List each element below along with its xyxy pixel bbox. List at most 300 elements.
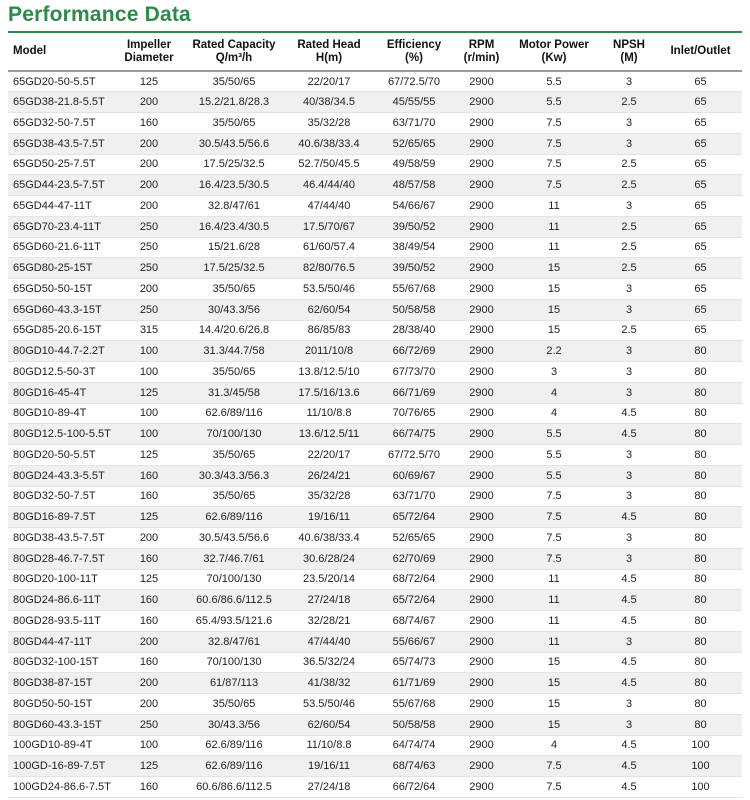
col-efficiency-cell: 52/65/65	[392, 137, 436, 150]
col-inlet-outlet-cell: 80	[694, 386, 707, 399]
col-rated-capacity-cell: 65.4/93.5/121.6	[195, 614, 273, 627]
table-row	[8, 486, 742, 507]
col-rated-head-cell: 61/60/57.4	[303, 241, 355, 254]
col-npsh-cell: 3	[625, 365, 633, 378]
col-rated-capacity-cell: 32.8/47/61	[208, 635, 260, 648]
col-inlet-outlet-cell: 80	[694, 677, 707, 690]
col-rated-capacity-cell: 35/50/65	[212, 75, 256, 88]
col-inlet-outlet-cell: 80	[694, 635, 707, 648]
col-efficiency-cell: 67/72.5/70	[388, 75, 440, 88]
col-motor-power-cell: 7.5	[546, 511, 562, 524]
col-impeller-diameter-cell: 250	[139, 241, 159, 254]
col-inlet-outlet-cell: 65	[694, 220, 707, 233]
col-motor-power-cell: 15	[547, 303, 561, 316]
col-rpm-cell: 2900	[469, 158, 494, 171]
col-efficiency-cell: 55/67/68	[392, 282, 436, 295]
col-rated-capacity-cell: 35/50/65	[212, 282, 256, 295]
col-npsh-cell: 4.5	[621, 656, 637, 669]
col-impeller-diameter-cell: 125	[139, 448, 159, 461]
col-impeller-diameter-cell: 200	[139, 635, 159, 648]
col-motor-power-cell: 11	[548, 614, 560, 627]
col-model-cell: 80GD38-87-15T	[13, 677, 93, 690]
col-rated-capacity-cell: 15.2/21.8/28.3	[198, 96, 270, 109]
col-model-cell: 80GD16-45-4T	[13, 386, 87, 399]
col-model-cell: 80GD10-44.7-2.2T	[13, 345, 105, 358]
col-motor-power-cell: 11	[548, 573, 560, 586]
col-efficiency-cell: 45/55/55	[392, 96, 436, 109]
table-row	[8, 71, 742, 92]
col-motor-power-cell: 4	[550, 407, 558, 420]
col-impeller-diameter-cell: 200	[139, 158, 159, 171]
table-row	[8, 465, 742, 486]
col-npsh-cell: 2.5	[621, 179, 637, 192]
col-rated-head-cell: 40.6/38/33.4	[298, 531, 360, 544]
col-rated-capacity-cell: 17.5/25/32.5	[203, 262, 265, 275]
col-rated-head-cell: 23.5/20/14	[303, 573, 355, 586]
col-impeller-diameter-cell: 160	[139, 780, 159, 793]
col-motor-power-cell: 5.5	[546, 448, 562, 461]
col-model-cell: 65GD38-21.8-5.5T	[13, 96, 105, 109]
col-rated-head-cell: 11/10/8.8	[306, 739, 352, 752]
col-rpm-cell: 2900	[469, 490, 494, 503]
col-rated-head-cell: 35/32/28	[307, 116, 351, 129]
col-efficiency-cell: 28/38/40	[392, 324, 436, 337]
col-efficiency-cell: 39/50/52	[392, 220, 436, 233]
col-rated-head-cell: 11/10/8.8	[306, 407, 352, 420]
col-npsh-cell: 3	[625, 490, 633, 503]
col-motor-power-cell: 3	[550, 365, 558, 378]
col-efficiency-cell: 48/57/58	[392, 179, 436, 192]
col-npsh-cell: 4.5	[621, 614, 637, 627]
col-inlet-outlet-cell: 65	[694, 241, 707, 254]
col-rated-capacity-cell: 70/100/130	[206, 573, 262, 586]
col-rated-head-cell: 17.5/16/13.6	[298, 386, 360, 399]
col-inlet-outlet-cell: 80	[694, 656, 707, 669]
table-row	[8, 320, 742, 341]
col-inlet-outlet-cell: 80	[694, 407, 707, 420]
col-efficiency-cell: 66/72/64	[392, 780, 436, 793]
table-row	[8, 548, 742, 569]
col-impeller-diameter-cell: 160	[139, 552, 159, 565]
col-rated-capacity-cell: 62.6/89/116	[205, 739, 263, 752]
col-inlet-outlet-cell: 65	[694, 116, 707, 129]
col-npsh-cell: 3	[625, 116, 633, 129]
col-model-cell: 65GD32-50-7.5T	[13, 116, 96, 129]
col-model-cell: 65GD50-50-15T	[13, 282, 93, 295]
col-npsh-cell: 3	[625, 718, 633, 731]
col-motor-power-cell: 15	[547, 282, 561, 295]
col-model-cell: 80GD28-93.5-11T	[13, 614, 101, 627]
col-rpm-header: RPM (r/min)	[463, 38, 500, 64]
col-efficiency-header: Efficiency (%)	[386, 38, 442, 64]
col-efficiency-cell: 52/65/65	[392, 531, 436, 544]
table-row	[8, 631, 742, 652]
col-inlet-outlet-cell: 65	[694, 324, 707, 337]
col-impeller-diameter-cell: 100	[139, 365, 159, 378]
col-inlet-outlet-cell: 80	[694, 469, 707, 482]
col-npsh-cell: 4.5	[621, 594, 637, 607]
col-impeller-diameter-cell: 200	[139, 697, 159, 710]
col-inlet-outlet-cell: 100	[691, 760, 710, 773]
col-rated-capacity-cell: 35/50/65	[212, 116, 256, 129]
col-inlet-outlet-cell: 65	[694, 262, 707, 275]
col-rpm-cell: 2900	[469, 697, 494, 710]
col-motor-power-cell: 11	[548, 241, 560, 254]
col-model-cell: 65GD70-23.4-11T	[13, 220, 101, 233]
col-rated-head-cell: 40.6/38/33.4	[298, 137, 360, 150]
col-rated-capacity-cell: 31.3/44.7/58	[203, 345, 265, 358]
col-impeller-diameter-cell: 160	[139, 490, 159, 503]
col-rated-capacity-cell: 30.3/43.3/56.3	[198, 469, 270, 482]
col-motor-power-cell: 7.5	[546, 531, 562, 544]
col-rated-head-cell: 27/24/18	[307, 780, 351, 793]
col-rpm-cell: 2900	[469, 573, 494, 586]
table-row	[8, 196, 742, 217]
col-inlet-outlet-cell: 80	[694, 428, 707, 441]
col-model-cell: 65GD38-43.5-7.5T	[13, 137, 105, 150]
col-impeller-diameter-cell: 200	[139, 531, 159, 544]
table-row	[8, 611, 742, 632]
col-model-cell: 80GD24-86.6-11T	[13, 594, 101, 607]
col-rpm-cell: 2900	[469, 324, 494, 337]
table-row	[8, 133, 742, 154]
table-row	[8, 507, 742, 528]
col-model-cell: 80GD20-100-11T	[13, 573, 98, 586]
table-row	[8, 403, 742, 424]
table-row	[8, 216, 742, 237]
col-motor-power-cell: 7.5	[546, 490, 562, 503]
col-inlet-outlet-cell: 65	[694, 158, 707, 171]
table-row	[8, 528, 742, 549]
col-model-cell: 100GD24-86.6-7.5T	[13, 780, 111, 793]
col-rated-head-cell: 36.5/32/24	[303, 656, 355, 669]
col-efficiency-cell: 65/72/64	[392, 594, 436, 607]
col-model-cell: 80GD60-43.3-15T	[13, 718, 102, 731]
col-rated-capacity-cell: 30.5/43.5/56.6	[198, 531, 270, 544]
col-rated-capacity-cell: 31.3/45/58	[208, 386, 260, 399]
table-row	[8, 279, 742, 300]
col-efficiency-cell: 39/50/52	[392, 262, 436, 275]
col-rated-capacity-cell: 17.5/25/32.5	[203, 158, 265, 171]
col-efficiency-cell: 60/69/67	[392, 469, 436, 482]
col-impeller-diameter-cell: 250	[139, 718, 159, 731]
col-rpm-cell: 2900	[469, 303, 494, 316]
col-rpm-cell: 2900	[469, 241, 494, 254]
col-rpm-cell: 2900	[469, 469, 494, 482]
col-inlet-outlet-cell: 80	[694, 490, 707, 503]
col-model-cell: 80GD12.5-50-3T	[13, 365, 96, 378]
col-rpm-cell: 2900	[469, 739, 494, 752]
col-model-cell: 80GD32-50-7.5T	[13, 490, 96, 503]
col-inlet-outlet-cell: 65	[694, 199, 707, 212]
col-npsh-cell: 3	[625, 137, 633, 150]
col-rated-capacity-cell: 60.6/86.6/112.5	[196, 594, 272, 607]
table-body	[8, 71, 742, 797]
col-rated-head-cell: 47/44/40	[307, 199, 351, 212]
col-efficiency-cell: 67/72.5/70	[388, 448, 440, 461]
col-impeller-diameter-cell: 200	[139, 677, 159, 690]
col-efficiency-cell: 54/66/67	[392, 199, 436, 212]
table-row	[8, 113, 742, 134]
col-efficiency-cell: 68/74/67	[392, 614, 436, 627]
col-rpm-cell: 2900	[469, 137, 494, 150]
col-rpm-cell: 2900	[469, 199, 494, 212]
col-rpm-cell: 2900	[469, 531, 494, 544]
col-inlet-outlet-cell: 80	[694, 697, 707, 710]
col-model-cell: 80GD20-50-5.5T	[13, 448, 96, 461]
col-rated-head-cell: 40/38/34.5	[303, 96, 355, 109]
col-impeller-diameter-cell: 100	[139, 428, 159, 441]
col-rated-head-cell: 2011/10/8	[304, 345, 354, 358]
col-rpm-cell: 2900	[469, 780, 494, 793]
col-rated-head-cell: 32/28/21	[307, 614, 351, 627]
col-model-cell: 80GD38-43.5-7.5T	[13, 531, 105, 544]
col-rated-head-cell: 22/20/17	[307, 75, 351, 88]
col-rated-capacity-cell: 30/43.3/56	[208, 718, 260, 731]
col-inlet-outlet-cell: 80	[694, 345, 707, 358]
col-npsh-cell: 3	[625, 448, 633, 461]
col-rated-head-cell: 13.6/12.5/11	[298, 428, 360, 441]
col-impeller-diameter-cell: 200	[139, 282, 159, 295]
col-inlet-outlet-cell: 65	[694, 75, 707, 88]
col-rated-head-cell: 52.7/50/45.5	[298, 158, 360, 171]
col-model-cell: 65GD85-20.6-15T	[13, 324, 102, 337]
col-efficiency-cell: 55/67/68	[392, 697, 436, 710]
col-efficiency-cell: 65/72/64	[392, 511, 436, 524]
col-rpm-cell: 2900	[469, 179, 494, 192]
col-npsh-cell: 3	[625, 75, 633, 88]
col-efficiency-cell: 49/58/59	[392, 158, 436, 171]
col-impeller-diameter-cell: 200	[139, 179, 159, 192]
table-row	[8, 362, 742, 383]
col-npsh-cell: 4.5	[621, 428, 637, 441]
col-inlet-outlet-cell: 65	[694, 96, 707, 109]
col-motor-power-cell: 7.5	[546, 780, 562, 793]
col-motor-power-cell: 7.5	[546, 552, 562, 565]
col-npsh-cell: 3	[625, 345, 633, 358]
col-efficiency-cell: 68/72/64	[392, 573, 436, 586]
col-npsh-cell: 3	[625, 469, 633, 482]
col-motor-power-cell: 7.5	[546, 158, 562, 171]
col-rpm-cell: 2900	[469, 386, 494, 399]
col-rpm-cell: 2900	[469, 75, 494, 88]
col-model-cell: 100GD-16-89-7.5T	[13, 760, 106, 773]
col-inlet-outlet-cell: 80	[694, 718, 707, 731]
page-title: Performance Data	[8, 3, 191, 26]
col-npsh-cell: 3	[625, 282, 633, 295]
col-rated-head-cell: 41/38/32	[307, 677, 351, 690]
col-motor-power-cell: 15	[547, 718, 561, 731]
col-rpm-cell: 2900	[469, 282, 494, 295]
col-motor-power-header: Motor Power (Kw)	[519, 38, 589, 64]
col-motor-power-cell: 7.5	[546, 116, 562, 129]
col-npsh-cell: 2.5	[621, 220, 637, 233]
col-npsh-cell: 4.5	[621, 677, 637, 690]
col-motor-power-cell: 5.5	[546, 469, 562, 482]
col-model-cell: 65GD20-50-5.5T	[13, 75, 96, 88]
col-npsh-cell: 4.5	[621, 573, 637, 586]
col-rated-head-cell: 26/24/21	[307, 469, 351, 482]
col-rated-head-cell: 17.5/70/67	[303, 220, 355, 233]
col-efficiency-cell: 61/71/69	[392, 677, 436, 690]
col-motor-power-cell: 11	[548, 594, 560, 607]
col-rpm-cell: 2900	[469, 428, 494, 441]
col-impeller-diameter-cell: 160	[139, 116, 159, 129]
col-impeller-diameter-header: Impeller Diameter	[124, 38, 174, 64]
col-efficiency-cell: 55/66/67	[392, 635, 436, 648]
page-header	[0, 0, 750, 33]
col-rpm-cell: 2900	[469, 116, 494, 129]
col-model-cell: 65GD50-25-7.5T	[13, 158, 96, 171]
col-rated-capacity-cell: 35/50/65	[212, 365, 256, 378]
col-rated-head-cell: 86/85/83	[307, 324, 351, 337]
table-row	[8, 714, 742, 735]
col-rated-capacity-cell: 70/100/130	[206, 656, 262, 669]
col-motor-power-cell: 7.5	[546, 137, 562, 150]
col-rated-head-cell: 53.5/50/46	[303, 697, 355, 710]
col-model-cell: 80GD28-46.7-7.5T	[13, 552, 105, 565]
col-model-cell: 65GD60-21.6-11T	[13, 241, 101, 254]
col-efficiency-cell: 68/74/63	[392, 760, 436, 773]
col-model-cell: 80GD32-100-15T	[13, 656, 99, 669]
col-rpm-cell: 2900	[469, 345, 494, 358]
col-impeller-diameter-cell: 160	[139, 614, 159, 627]
col-efficiency-cell: 62/70/69	[392, 552, 436, 565]
col-rpm-cell: 2900	[469, 407, 494, 420]
col-rated-capacity-cell: 16.4/23.5/30.5	[198, 179, 270, 192]
col-impeller-diameter-cell: 125	[139, 573, 159, 586]
col-npsh-cell: 2.5	[621, 158, 637, 171]
col-rated-capacity-cell: 32.7/46.7/61	[203, 552, 265, 565]
col-model-cell: 80GD16-89-7.5T	[13, 511, 96, 524]
col-rated-capacity-cell: 60.6/86.6/112.5	[196, 780, 272, 793]
col-rated-capacity-cell: 14.4/20.6/26.8	[198, 324, 270, 337]
col-rated-capacity-cell: 62.6/89/116	[205, 511, 263, 524]
col-motor-power-cell: 7.5	[546, 760, 562, 773]
col-impeller-diameter-cell: 125	[139, 511, 159, 524]
col-npsh-cell: 3	[625, 552, 633, 565]
col-impeller-diameter-cell: 250	[139, 262, 159, 275]
col-npsh-header: NPSH (M)	[613, 38, 645, 64]
col-npsh-cell: 4.5	[621, 407, 637, 420]
col-motor-power-cell: 15	[547, 656, 561, 669]
col-motor-power-cell: 5.5	[546, 75, 562, 88]
col-impeller-diameter-cell: 200	[139, 96, 159, 109]
col-rated-head-cell: 46.4/44/40	[303, 179, 355, 192]
col-rpm-cell: 2900	[469, 96, 494, 109]
col-inlet-outlet-cell: 80	[694, 531, 707, 544]
col-impeller-diameter-cell: 125	[139, 75, 159, 88]
col-rated-head-cell: 13.8/12.5/10	[298, 365, 360, 378]
col-motor-power-cell: 15	[547, 677, 561, 690]
col-impeller-diameter-cell: 100	[139, 407, 159, 420]
col-rpm-cell: 2900	[469, 552, 494, 565]
col-model-cell: 80GD50-50-15T	[13, 697, 93, 710]
col-npsh-cell: 3	[625, 199, 633, 212]
col-motor-power-cell: 11	[548, 199, 560, 212]
col-rated-head-cell: 62/60/54	[307, 718, 351, 731]
col-efficiency-cell: 38/49/54	[392, 241, 436, 254]
col-rated-head-cell: 62/60/54	[307, 303, 351, 316]
col-npsh-cell: 4.5	[621, 760, 637, 773]
col-rated-capacity-cell: 32.8/47/61	[208, 199, 260, 212]
col-rated-head-cell: 27/24/18	[307, 594, 351, 607]
col-rated-head-cell: 35/32/28	[307, 490, 351, 503]
col-impeller-diameter-cell: 100	[139, 739, 159, 752]
table-row	[8, 735, 742, 756]
col-motor-power-cell: 5.5	[546, 96, 562, 109]
col-model-cell: 100GD10-89-4T	[13, 739, 93, 752]
col-rated-head-cell: 47/44/40	[307, 635, 351, 648]
col-inlet-outlet-cell: 100	[691, 780, 710, 793]
col-rated-capacity-cell: 30/43.3/56	[208, 303, 260, 316]
col-rpm-cell: 2900	[469, 365, 494, 378]
col-npsh-cell: 4.5	[621, 780, 637, 793]
col-rpm-cell: 2900	[469, 448, 494, 461]
table-row	[8, 424, 742, 445]
col-impeller-diameter-cell: 100	[139, 345, 159, 358]
col-rpm-cell: 2900	[469, 594, 494, 607]
col-rated-head-cell: 22/20/17	[307, 448, 351, 461]
col-rpm-cell: 2900	[469, 614, 494, 627]
col-npsh-cell: 2.5	[621, 324, 637, 337]
col-rpm-cell: 2900	[469, 635, 494, 648]
table-row	[8, 258, 742, 279]
col-rated-head-cell: 19/16/11	[307, 760, 350, 773]
col-rated-capacity-cell: 62.6/89/116	[205, 407, 263, 420]
col-inlet-outlet-cell: 65	[694, 137, 707, 150]
col-rated-capacity-cell: 70/100/130	[206, 428, 262, 441]
col-impeller-diameter-cell: 200	[139, 137, 159, 150]
col-impeller-diameter-cell: 125	[139, 760, 159, 773]
col-rated-capacity-cell: 61/87/113	[209, 677, 259, 690]
table-row	[8, 154, 742, 175]
col-rpm-cell: 2900	[469, 760, 494, 773]
table-row	[8, 237, 742, 258]
col-impeller-diameter-cell: 160	[139, 656, 159, 669]
col-inlet-outlet-cell: 100	[691, 739, 710, 752]
table-row	[8, 590, 742, 611]
col-npsh-cell: 3	[625, 303, 633, 316]
col-inlet-outlet-cell: 65	[694, 282, 707, 295]
col-rated-head-cell: 53.5/50/46	[303, 282, 355, 295]
col-inlet-outlet-cell: 80	[694, 511, 707, 524]
col-npsh-cell: 4.5	[621, 739, 637, 752]
table-row	[8, 673, 742, 694]
col-inlet-outlet-cell: 80	[694, 365, 707, 378]
title-divider	[8, 31, 742, 33]
table-row	[8, 341, 742, 362]
col-inlet-outlet-cell: 80	[694, 594, 707, 607]
table-header-row	[8, 33, 742, 71]
col-efficiency-cell: 66/71/69	[392, 386, 436, 399]
col-efficiency-cell: 50/58/58	[392, 303, 436, 316]
col-impeller-diameter-cell: 315	[139, 324, 159, 337]
col-motor-power-cell: 15	[547, 697, 561, 710]
col-model-cell: 65GD44-23.5-7.5T	[13, 179, 105, 192]
table-row	[8, 652, 742, 673]
col-npsh-cell: 2.5	[621, 262, 637, 275]
col-rated-capacity-cell: 35/50/65	[212, 448, 256, 461]
col-efficiency-cell: 66/74/75	[392, 428, 436, 441]
table-row	[8, 569, 742, 590]
col-efficiency-cell: 70/76/65	[392, 407, 436, 420]
col-inlet-outlet-cell: 65	[694, 179, 707, 192]
col-rpm-cell: 2900	[469, 677, 494, 690]
col-npsh-cell: 2.5	[621, 241, 637, 254]
col-model-cell: 80GD24-43.3-5.5T	[13, 469, 105, 482]
col-model-cell: 65GD60-43.3-15T	[13, 303, 102, 316]
